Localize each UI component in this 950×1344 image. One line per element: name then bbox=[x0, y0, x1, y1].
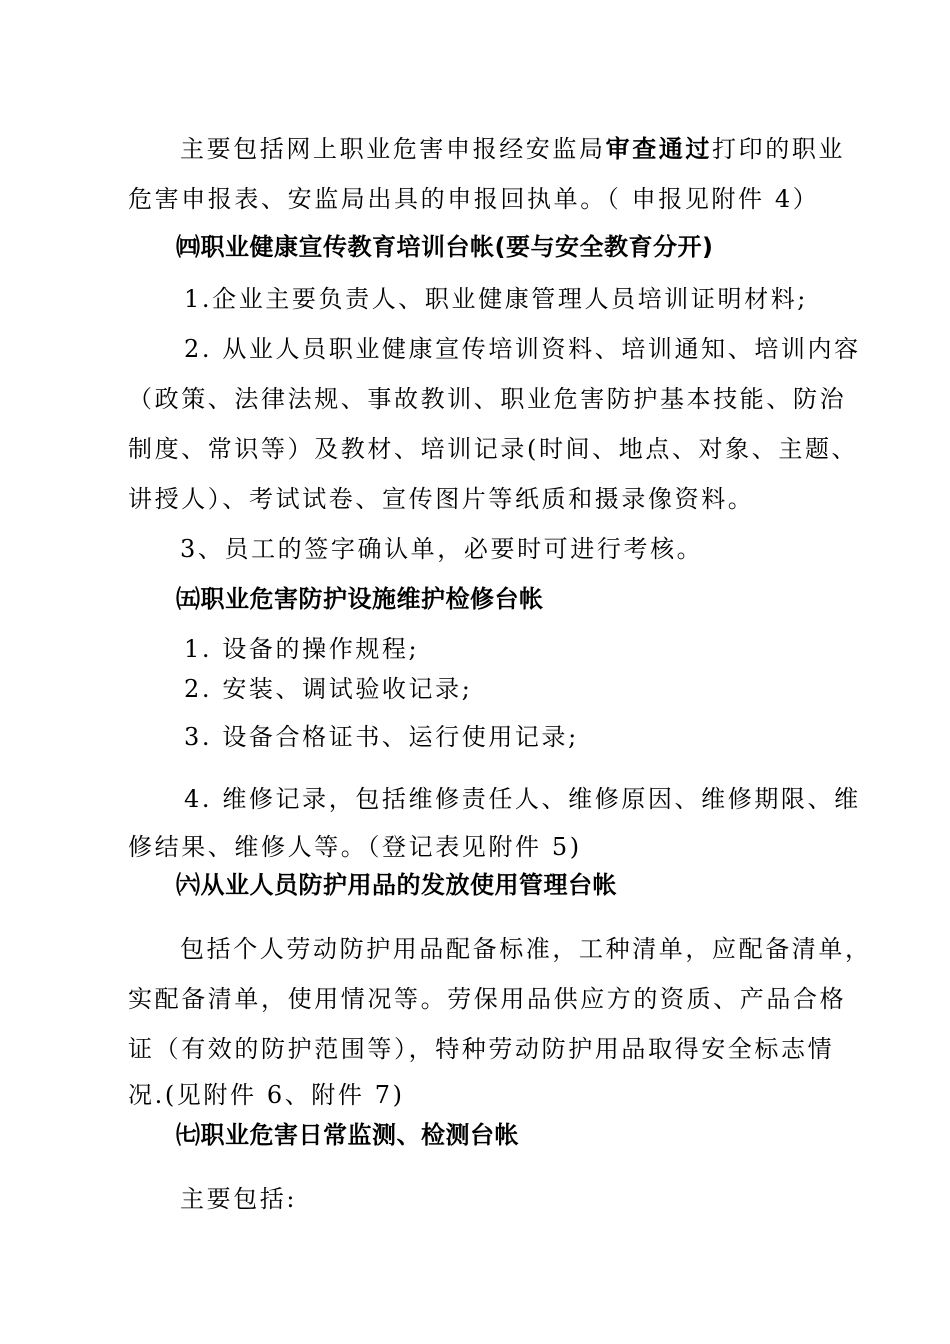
section-5-heading: ㈤职业危害防护设施维护检修台帐 bbox=[176, 585, 544, 613]
intro-text-a: 主要包括网上职业危害申报经安监局 bbox=[180, 135, 606, 163]
section-5-item-4-line-2: 修结果、维修人等。（登记表见附件 5) bbox=[128, 833, 582, 861]
section-5-item-3: 3. 设备合格证书、运行使用记录; bbox=[184, 723, 579, 751]
section-4-item-1: 1.企业主要负责人、职业健康管理人员培训证明材料; bbox=[184, 285, 808, 313]
section-4-item-3: 3、员工的签字确认单，必要时可进行考核。 bbox=[180, 535, 704, 563]
section-7-heading: ㈦职业危害日常监测、检测台帐 bbox=[176, 1121, 519, 1149]
section-4-item-2-line-4: 讲授人）、考试试卷、宣传图片等纸质和摄录像资料。 bbox=[128, 485, 755, 513]
section-4-item-2-line-2: （政策、法律法规、事故教训、职业危害防护基本技能、防治 bbox=[128, 385, 847, 413]
section-4-item-2-line-3: 制度、常识等）及教材、培训记录(时间、地点、对象、主题、 bbox=[128, 435, 859, 463]
section-6-paragraph-line-3: 证（有效的防护范围等），特种劳动防护用品取得安全标志情 bbox=[128, 1035, 835, 1063]
section-6-paragraph-line-2: 实配备清单，使用情况等。劳保用品供应方的资质、产品合格 bbox=[128, 985, 847, 1013]
intro-bold-text: 审查通过 bbox=[605, 134, 713, 163]
section-7-intro: 主要包括: bbox=[180, 1185, 298, 1213]
section-5-item-2: 2. 安装、调试验收记录; bbox=[184, 675, 473, 703]
section-6-paragraph-line-4: 况.(见附件 6、附件 7) bbox=[128, 1081, 405, 1109]
section-5-item-1: 1. 设备的操作规程; bbox=[184, 635, 420, 663]
section-6-heading: ㈥从业人员防护用品的发放使用管理台帐 bbox=[176, 871, 617, 899]
section-6-paragraph-line-1: 包括个人劳动防护用品配备标准，工种清单，应配备清单， bbox=[180, 935, 872, 963]
section-4-item-2-line-1: 2. 从业人员职业健康宣传培训资料、培训通知、培训内容 bbox=[184, 335, 861, 363]
section-5-item-4-line-1: 4. 维修记录，包括维修责任人、维修原因、维修期限、维 bbox=[184, 785, 861, 813]
intro-paragraph-line-1 bbox=[180, 134, 845, 164]
intro-paragraph-line-2: 危害申报表、安监局出具的申报回执单。（ 申报见附件 4） bbox=[128, 185, 820, 213]
section-4-heading: ㈣职业健康宣传教育培训台帐(要与安全教育分开) bbox=[176, 233, 714, 261]
intro-text-b: 打印的职业 bbox=[712, 135, 846, 163]
